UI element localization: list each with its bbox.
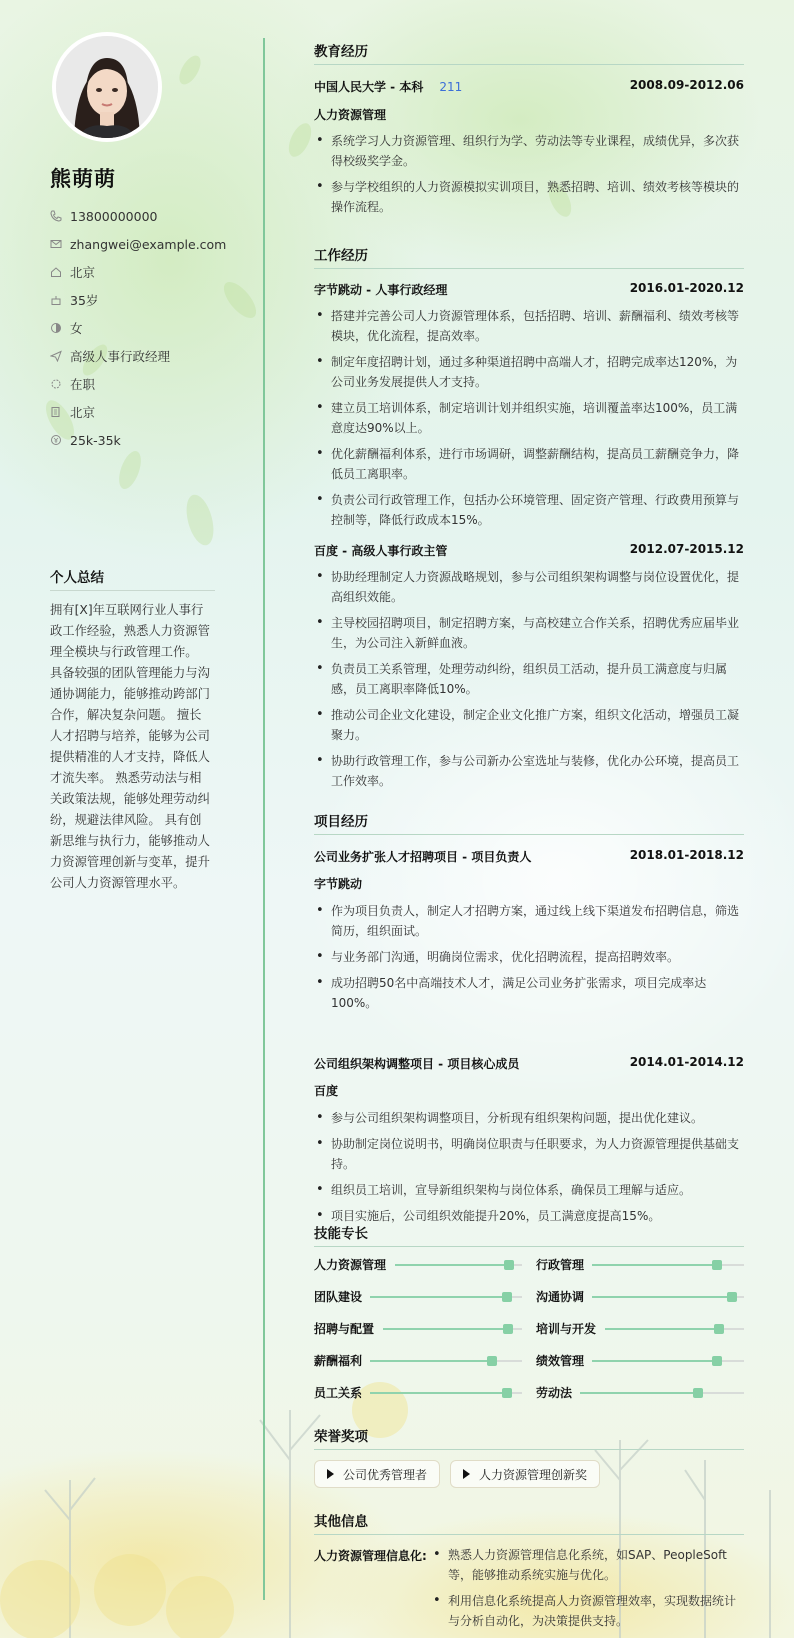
info-position [50, 342, 260, 370]
skill-item [536, 1382, 744, 1402]
list-item: • 作为项目负责人，制定人才招聘方案，通过线上线下渠道发布招聘信息，筛选简历，组织面试。 [314, 901, 744, 941]
list-item: • 主导校园招聘项目，制定招聘方案，与高校建立合作关系，招聘优秀应届毕业生，为公司注入新鲜血液。 [314, 613, 744, 653]
work-title: 工作经历 [314, 244, 744, 269]
list-item: • 系统学习人力资源管理、组织行为学、劳动法等专业课程，成绩优异，多次获得校级奖学金。 [314, 131, 744, 171]
skill-label: 沟通协调 [536, 1289, 585, 1304]
list-item: • 优化薪酬福利体系，进行市场调研，调整薪酬结构，提高员工薪酬竞争力，降低员工离职率。 [314, 444, 744, 484]
list-item: • 制定年度招聘计划，通过多种渠道招聘中高端人才，招聘完成率达120%，为公司业务发展提供人才支持。 [314, 352, 744, 392]
skill-label: 招聘与配置 [314, 1321, 375, 1336]
skill-level-fill [592, 1296, 732, 1298]
skill-level-knob [504, 1260, 514, 1270]
info-salary [50, 426, 260, 454]
honor-badge [314, 1460, 440, 1488]
info-gender-text: 女 [70, 321, 83, 336]
building-icon [50, 406, 62, 418]
project-date: 2014.01-2014.12 [629, 1055, 744, 1069]
play-icon [463, 1469, 470, 1479]
other-label: 人力资源管理信息化: [314, 1549, 427, 1563]
skill-level-knob [502, 1388, 512, 1398]
info-city [50, 398, 260, 426]
info-phone [50, 202, 260, 230]
list-item: • 协助制定岗位说明书，明确岗位职责与任职要求，为人力资源管理提供基础支持。 [314, 1134, 744, 1174]
education-school: 中国人民大学 - 本科 [314, 80, 424, 94]
skill-item [536, 1254, 744, 1274]
list-item: • 负责员工关系管理，处理劳动纠纷，组织员工活动，提升员工满意度与归属感，员工离职率降低10%。 [314, 659, 744, 699]
skill-label: 薪酬福利 [314, 1353, 363, 1368]
skill-level-knob [712, 1260, 722, 1270]
skill-level-fill [395, 1264, 509, 1266]
list-item: • 搭建并完善公司人力资源管理体系，包括招聘、培训、薪酬福利、绩效考核等模块，优化流程，提高效率。 [314, 306, 744, 346]
skill-level-fill [592, 1360, 717, 1362]
info-phone-text: 13800000000 [70, 208, 158, 224]
list-item: • 负责公司行政管理工作，包括办公环境管理、固定资产管理、行政费用预算与控制等，降低行政成本15%。 [314, 490, 744, 530]
column-divider [263, 38, 265, 1600]
info-email [50, 230, 260, 258]
skill-label: 劳动法 [536, 1385, 573, 1400]
skill-item [536, 1318, 744, 1338]
list-item: • 成功招聘50名中高端技术人才，满足公司业务扩张需求，项目完成率达100%。 [314, 973, 744, 1013]
honor-badge [450, 1460, 600, 1488]
project-org: 字节跳动 [314, 877, 363, 891]
play-icon [327, 1469, 334, 1479]
skills-title: 技能专长 [314, 1222, 744, 1247]
skill-label: 培训与开发 [536, 1321, 597, 1336]
status-icon [50, 378, 62, 390]
job-bullets [314, 306, 744, 536]
project-bullets [314, 1108, 744, 1232]
list-item: • 与业务部门沟通，明确岗位需求，优化招聘流程，提高招聘效率。 [314, 947, 744, 967]
skill-item [314, 1350, 522, 1370]
list-item: • 建立员工培训体系，制定培训计划并组织实施，培训覆盖率达100%，员工满意度达90%以上。 [314, 398, 744, 438]
education-date: 2008.09-2012.06 [629, 78, 744, 92]
list-item: • 协助行政管理工作，参与公司新办公室选址与装修，优化办公环境，提高员工工作效率。 [314, 751, 744, 791]
education-major: 人力资源管理 [314, 108, 387, 122]
job-date: 2016.01-2020.12 [629, 281, 744, 295]
info-email-text: zhangwei@example.com [70, 236, 227, 252]
skill-level-fill [383, 1328, 509, 1330]
skill-level-fill [370, 1296, 507, 1298]
project-header [314, 1055, 744, 1072]
sidebar [0, 0, 262, 1638]
info-status-text: 在职 [70, 377, 96, 392]
skill-level-knob [727, 1292, 737, 1302]
project-org: 百度 [314, 1084, 339, 1098]
project-date: 2018.01-2018.12 [629, 848, 744, 862]
home-icon [50, 266, 62, 278]
skill-label: 绩效管理 [536, 1353, 585, 1368]
skill-label: 员工关系 [314, 1385, 363, 1400]
avatar-portrait [56, 36, 158, 138]
education-school-wrap [314, 78, 462, 95]
project-name: 公司组织架构调整项目 - 项目核心成员 [314, 1057, 520, 1071]
list-item: • 协助经理制定人力资源战略规划，参与公司组织架构调整与岗位设置优化，提高组织效能。 [314, 567, 744, 607]
list-item: • 熟悉人力资源管理信息化系统，如SAP、PeopleSoft等，能够推动系统实施与优化。 [431, 1545, 745, 1585]
skill-label: 团队建设 [314, 1289, 363, 1304]
info-gender [50, 314, 260, 342]
skill-level-fill [605, 1328, 719, 1330]
skill-level-knob [714, 1324, 724, 1334]
skill-item [314, 1254, 522, 1274]
phone-icon [50, 210, 62, 222]
avatar [52, 32, 162, 142]
skill-level-fill [580, 1392, 698, 1394]
skill-item [314, 1318, 522, 1338]
candidate-name: 熊萌萌 [50, 167, 116, 191]
job-date: 2012.07-2015.12 [629, 542, 744, 556]
honors-title: 荣誉奖项 [314, 1425, 744, 1450]
skill-level-fill [370, 1360, 492, 1362]
skill-item [536, 1350, 744, 1370]
send-icon [50, 350, 62, 362]
info-location-text: 北京 [70, 265, 96, 280]
education-tag: 211 [439, 80, 463, 94]
summary-title: 个人总结 [50, 566, 215, 591]
skill-level-knob [487, 1356, 497, 1366]
job-bullets [314, 567, 744, 797]
skill-item [536, 1286, 744, 1306]
info-age-text: 35岁 [70, 293, 99, 308]
skill-level-knob [712, 1356, 722, 1366]
job-company: 百度 - 高级人事行政主管 [314, 544, 448, 558]
job-header [314, 542, 744, 559]
skill-item [314, 1286, 522, 1306]
job-header [314, 281, 744, 298]
other-bullets [431, 1545, 745, 1637]
skill-level-knob [502, 1292, 512, 1302]
project-header [314, 848, 744, 865]
list-item: • 利用信息化系统提高人力资源管理效率，实现数据统计与分析自动化，为决策提供支持。 [431, 1591, 745, 1631]
list-item: • 项目实施后，公司组织效能提升20%，员工满意度提高15%。 [314, 1206, 744, 1226]
summary-text: 拥有[X]年互联网行业人事行政工作经验，熟悉人力资源管理全模块与行政管理工作。 具备较强的团队管理能力与沟通协调能力，能够推动跨部门合作，解决复杂问题。 擅长人才招聘与培养，能够为公司提供精准的人才支持，降低人才流失率。 熟悉劳动法与相关政策法规，能够处理劳动纠纷，规避法律风险。 具有创新思维与执行力，能够推动人力资源管理创新与变革，提升公司人力资源管理水平。 [50, 603, 210, 890]
honor-label: 人力资源管理创新奖 [479, 1467, 588, 1482]
education-header [314, 78, 744, 95]
project-bullets [314, 901, 744, 1019]
education-title: 教育经历 [314, 40, 744, 65]
skill-level-knob [693, 1388, 703, 1398]
honors-list [314, 1460, 600, 1488]
skill-label: 行政管理 [536, 1257, 585, 1272]
info-salary-text: 25k-35k [70, 432, 121, 448]
skill-level-fill [592, 1264, 717, 1266]
project-name: 公司业务扩张人才招聘项目 - 项目负责人 [314, 850, 532, 864]
contact-info-list [50, 202, 260, 454]
list-item: • 推动公司企业文化建设，制定企业文化推广方案，组织文化活动，增强员工凝聚力。 [314, 705, 744, 745]
mail-icon [50, 238, 62, 250]
info-position-text: 高级人事行政经理 [70, 349, 171, 364]
list-item: • 参与公司组织架构调整项目，分析现有组织架构问题，提出优化建议。 [314, 1108, 744, 1128]
skill-item [314, 1382, 522, 1402]
education-bullets [314, 131, 744, 223]
gender-icon [50, 322, 62, 334]
list-item: • 参与学校组织的人力资源模拟实训项目，熟悉招聘、培训、绩效考核等模块的操作流程。 [314, 177, 744, 217]
skill-level-knob [503, 1324, 513, 1334]
info-age [50, 286, 260, 314]
job-company: 字节跳动 - 人事行政经理 [314, 283, 448, 297]
skill-label: 人力资源管理 [314, 1257, 387, 1272]
info-status [50, 370, 260, 398]
info-city-text: 北京 [70, 405, 96, 420]
projects-title: 项目经历 [314, 810, 744, 835]
skill-level-fill [370, 1392, 507, 1394]
birthday-icon [50, 294, 62, 306]
honor-label: 公司优秀管理者 [343, 1467, 428, 1482]
other-title: 其他信息 [314, 1510, 744, 1535]
salary-icon [50, 434, 62, 446]
list-item: • 组织员工培训，宣导新组织架构与岗位体系，确保员工理解与适应。 [314, 1180, 744, 1200]
info-location [50, 258, 260, 286]
